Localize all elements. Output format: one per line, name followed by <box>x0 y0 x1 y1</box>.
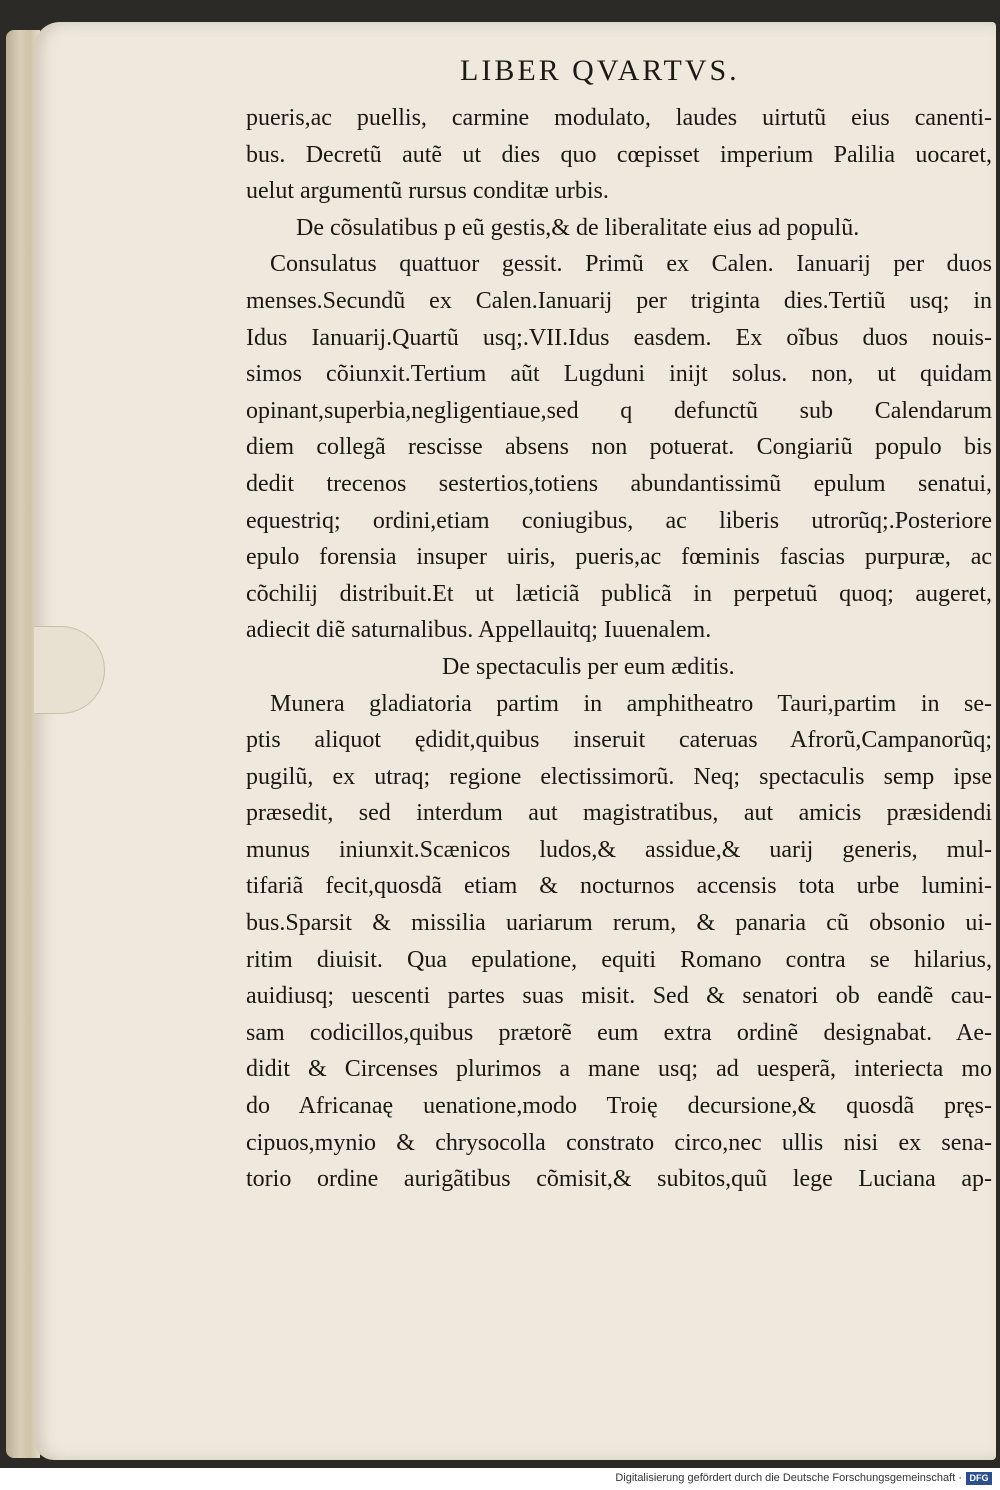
text-line: præsedit, sed interdum aut magistratibus, aut amicis præsidendi <box>246 800 992 827</box>
text-line: opinant,superbia,negligentiaue,sed q defunctũ sub Calendarum <box>246 397 992 424</box>
text-line: cõchilij distribuit.Et ut læticiã publicã in perpetuũ quoq; augeret, <box>246 580 992 607</box>
text-line: cipuos,mynio & chrysocolla constrato circo,nec ullis nisi ex sena- <box>246 1129 992 1156</box>
funding-credit: Digitalisierung gefördert durch die Deutsche Forschungsgemeinschaft · <box>615 1472 962 1484</box>
text-line: auidiusq; uescenti partes suas misit. Sed & senatori ob eandẽ cau- <box>246 983 992 1010</box>
text-line: simos cõiunxit.Tertium aũt Lugduni inijt solus. non, ut quidam <box>246 361 992 388</box>
dfg-logo-icon: DFG <box>966 1472 992 1485</box>
text-line: pueris,ac puellis, carmine modulato, laudes uirtutũ eius canenti- <box>246 105 992 131</box>
section-heading: De cõsulatibus p eũ gestis,& de liberalitate eius ad populũ. <box>296 214 860 241</box>
text-line: bus.Sparsit & missilia uariarum rerum, & panaria cũ obsonio ui- <box>246 910 992 937</box>
text-line: bus. Decretũ autẽ ut dies quo cœpisset imperium Palilia uocaret, <box>246 141 992 168</box>
text-line: pugilũ, ex utraq; regione electissimorũ. Neq; spectaculis semp ipse <box>246 763 992 790</box>
text-line: munus iniunxit.Scænicos ludos,& assidue,& uarij generis, mul- <box>246 836 992 863</box>
text-line: equestriq; ordini,etiam coniugibus, ac liberis utrorũq;.Posteriore <box>246 507 992 534</box>
text-line: ptis aliquot ędidit,quibus inseruit cateruas Afrorũ,Campanorũq; <box>246 727 992 754</box>
text-line: dedit trecenos sestertios,totiens abundantissimũ epulum senatui, <box>246 470 992 497</box>
text-line: Idus Ianuarij.Quartũ usq;.VII.Idus easdem. Ex oĩbus duos nouis- <box>246 324 992 351</box>
text-line: do Africanaę uenatione,modo Troię decursione,& quosdã pręs- <box>246 1093 992 1120</box>
text-line: Munera gladiatoria partim in amphitheatro Tauri,partim in se- <box>270 690 992 717</box>
text-line: uelut argumentũ rursus conditæ urbis. <box>246 178 609 205</box>
text-line: didit & Circenses plurimos a mane usq; ad uesperã, interiecta mo <box>246 1056 992 1083</box>
text-line: adiecit diẽ saturnalibus. Appellauitq; Iuuenalem. <box>246 617 712 644</box>
text-line: Consulatus quattuor gessit. Primũ ex Calen. Ianuarij per duos <box>270 251 992 278</box>
running-title: LIBER QVARTVS. <box>460 54 740 87</box>
body-text <box>246 100 992 1198</box>
text-line: menses.Secundũ ex Calen.Ianuarij per triginta dies.Tertiũ usq; in <box>246 287 992 314</box>
text-line: sam codicillos,quibus prætorẽ eum extra ordinẽ designabat. Ae- <box>246 1019 992 1046</box>
section-heading: De spectaculis per eum æditis. <box>442 653 735 680</box>
text-line: ritim diuisit. Qua epulatione, equiti Romano contra se hilarius, <box>246 946 992 973</box>
text-line: tifariã fecit,quosdã etiam & nocturnos accensis tota urbe lumini- <box>246 873 992 900</box>
text-line: epulo forensia insuper uiris, pueris,ac fœminis fascias purpuræ, ac <box>246 544 992 571</box>
text-line: diem collegã rescisse absens non potuerat. Congiariũ populo bis <box>246 434 992 461</box>
digitization-footer <box>0 1468 1000 1490</box>
page-tab <box>34 626 105 714</box>
text-line: torio ordine aurigãtibus cõmisit,& subitos,quũ lege Luciana ap- <box>246 1166 992 1193</box>
